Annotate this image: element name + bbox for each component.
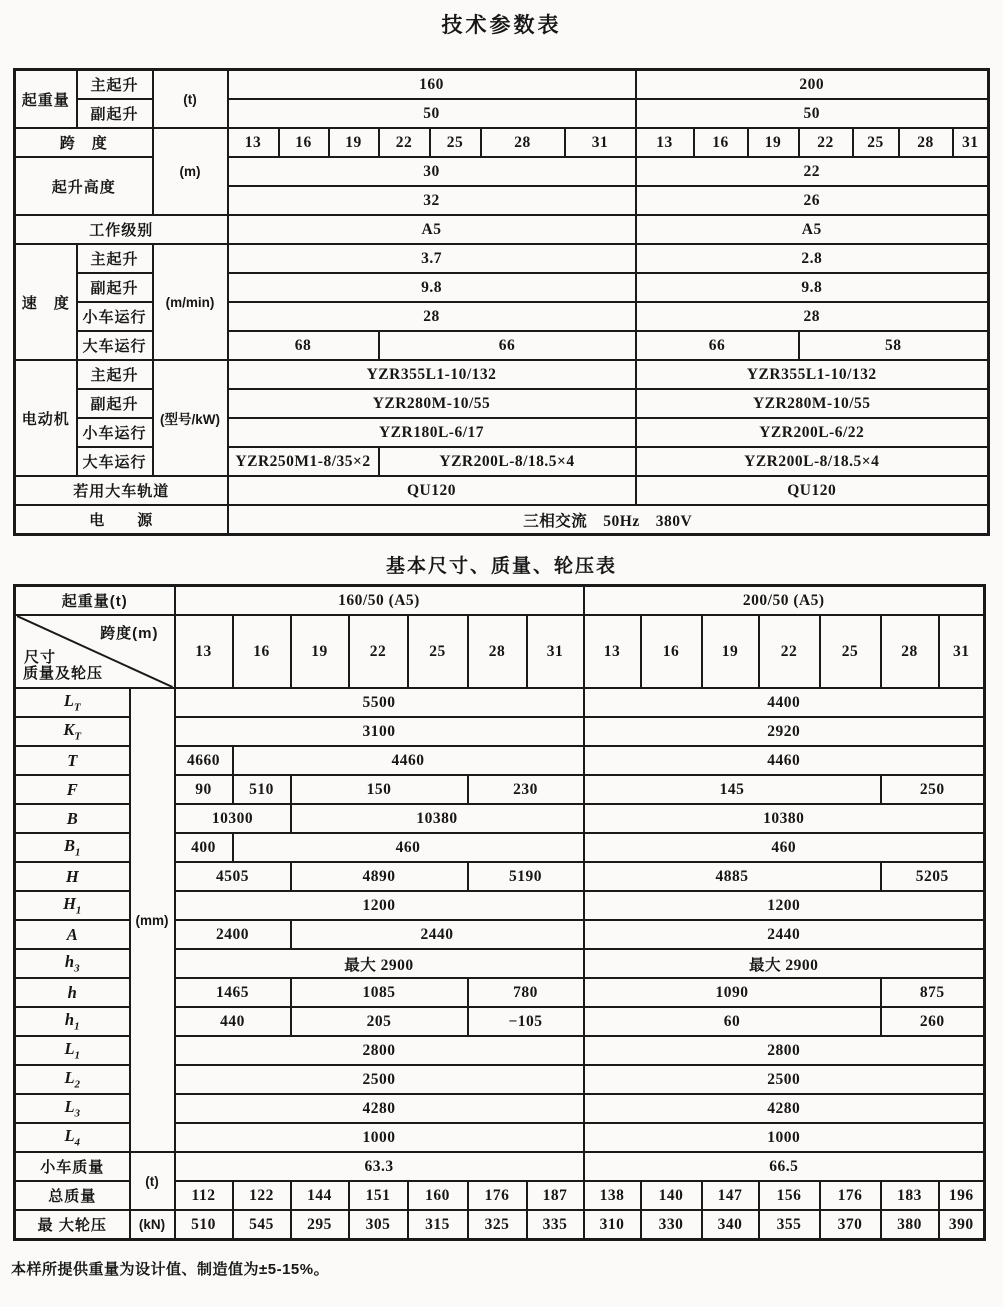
dim-LT <box>15 688 130 717</box>
value-cell: YZR200L-8/18.5×4 <box>379 447 636 476</box>
dimension-subscript: 3 <box>74 962 80 975</box>
dim-L3 <box>15 1094 130 1123</box>
value-cell: 1090 <box>584 978 881 1007</box>
value-cell: 4460 <box>233 746 584 775</box>
value-cell: 122 <box>233 1181 291 1210</box>
value-cell: 10300 <box>175 804 291 833</box>
value-cell: 28 <box>636 302 989 331</box>
value-cell: 196 <box>939 1181 985 1210</box>
value-cell: 31 <box>953 128 989 157</box>
dimension-symbol: L <box>64 1097 75 1117</box>
value-cell: 22 <box>636 157 989 186</box>
value-cell: 25 <box>820 615 881 688</box>
value-cell: 22 <box>349 615 408 688</box>
value-cell: 183 <box>881 1181 939 1210</box>
value-cell: 315 <box>408 1210 468 1240</box>
dimension-symbol: B <box>63 836 75 856</box>
value-cell: 9.8 <box>228 273 636 302</box>
value-cell: 19 <box>748 128 799 157</box>
value-cell: 22 <box>799 128 853 157</box>
value-cell: 4400 <box>584 688 985 717</box>
value-cell: 最大 2900 <box>175 949 584 978</box>
value-cell: 250 <box>881 775 985 804</box>
value-cell: 13 <box>228 128 279 157</box>
aux-hoist-label: 副起升 <box>77 389 153 418</box>
value-cell: 355 <box>759 1210 820 1240</box>
dimension-subscript: 1 <box>74 1049 81 1062</box>
unit-tonnes: (t) <box>130 1152 175 1210</box>
value-cell: 2800 <box>584 1036 985 1065</box>
dim-H1 <box>15 891 130 920</box>
value-cell: 25 <box>430 128 481 157</box>
unit-metres: (m) <box>153 128 228 215</box>
value-cell: 2.8 <box>636 244 989 273</box>
power-supply-value: 三相交流 50Hz 380V <box>228 505 989 535</box>
value-cell: 10380 <box>584 804 985 833</box>
dimension-subscript: 2 <box>74 1078 81 1091</box>
value-cell: 305 <box>349 1210 408 1240</box>
value-cell: 26 <box>636 186 989 215</box>
dimension-symbol: H <box>65 866 79 886</box>
value-cell: 4890 <box>291 862 468 891</box>
value-cell: 1000 <box>175 1123 584 1152</box>
table-row <box>15 215 989 244</box>
dimension-symbol: L <box>63 691 74 711</box>
footnote: 本样所提供重量为设计值、制造值为±5-15%。 <box>11 1261 330 1278</box>
unit-kn: (kN) <box>130 1210 175 1240</box>
main-capacity-160: 160 <box>228 70 636 100</box>
value-cell: 1200 <box>584 891 985 920</box>
value-cell: 28 <box>899 128 953 157</box>
value-cell: 2440 <box>291 920 584 949</box>
aux-hoist-label: 副起升 <box>77 273 153 302</box>
table-row <box>15 1210 985 1240</box>
dimension-symbol: T <box>67 750 78 770</box>
value-cell: 144 <box>291 1181 349 1210</box>
value-cell: 19 <box>329 128 379 157</box>
value-cell: 187 <box>527 1181 584 1210</box>
table2-title: 基本尺寸、质量、轮压表 <box>385 556 617 577</box>
value-cell: 4280 <box>584 1094 985 1123</box>
dim-H <box>15 862 130 891</box>
table-row <box>15 476 989 505</box>
value-cell: 510 <box>233 775 291 804</box>
value-cell: 160 <box>408 1181 468 1210</box>
value-cell: 13 <box>584 615 641 688</box>
value-cell: 25 <box>853 128 899 157</box>
value-cell: 60 <box>584 1007 881 1036</box>
value-cell: 16 <box>641 615 702 688</box>
value-cell: 138 <box>584 1181 641 1210</box>
value-cell: 19 <box>291 615 349 688</box>
value-cell: 32 <box>228 186 636 215</box>
dimension-symbol: L <box>64 1039 75 1059</box>
dimension-symbol: h <box>64 1010 75 1030</box>
value-cell: A5 <box>636 215 989 244</box>
value-cell: 10380 <box>291 804 584 833</box>
value-cell: 260 <box>881 1007 985 1036</box>
value-cell: 151 <box>349 1181 408 1210</box>
value-cell: 390 <box>939 1210 985 1240</box>
span-label: 跨 度 <box>15 128 153 157</box>
diagonal-header-cell <box>15 615 175 688</box>
value-cell: 2500 <box>175 1065 584 1094</box>
main-capacity-200: 200 <box>636 70 989 100</box>
value-cell: 4460 <box>584 746 985 775</box>
value-cell: 5205 <box>881 862 985 891</box>
unit-mm: (mm) <box>130 688 175 1152</box>
trolley-travel-label: 小车运行 <box>77 302 153 331</box>
speed-label: 速 度 <box>15 244 77 360</box>
aux-hoist-label: 副起升 <box>77 99 153 128</box>
main-hoist-label: 主起升 <box>77 360 153 389</box>
value-cell: 16 <box>694 128 748 157</box>
trolley-travel-label: 小车运行 <box>77 418 153 447</box>
value-cell: 25 <box>408 615 468 688</box>
value-cell: 4280 <box>175 1094 584 1123</box>
dimension-symbol: L <box>64 1126 75 1146</box>
dim-F <box>15 775 130 804</box>
dimension-subscript: 1 <box>75 846 81 859</box>
value-cell: 28 <box>228 302 636 331</box>
value-cell: YZR200L-6/22 <box>636 418 989 447</box>
dim-L4 <box>15 1123 130 1152</box>
dimension-subscript: 1 <box>75 904 82 917</box>
dimension-header: 尺寸 <box>24 649 57 666</box>
value-cell: 140 <box>641 1181 702 1210</box>
table-row <box>15 615 985 688</box>
value-cell: 2440 <box>584 920 985 949</box>
value-cell: 176 <box>468 1181 527 1210</box>
value-cell: 28 <box>481 128 565 157</box>
value-cell: 28 <box>468 615 527 688</box>
value-cell: YZR250M1-8/35×2 <box>228 447 379 476</box>
value-cell: 63.3 <box>175 1152 584 1181</box>
value-cell: 156 <box>759 1181 820 1210</box>
value-cell: 2800 <box>175 1036 584 1065</box>
value-cell: QU120 <box>228 476 636 505</box>
value-cell: 545 <box>233 1210 291 1240</box>
value-cell: 90 <box>175 775 233 804</box>
value-cell: 1000 <box>584 1123 985 1152</box>
value-cell: 4885 <box>584 862 881 891</box>
dimension-symbol: K <box>63 720 75 740</box>
value-cell: 1465 <box>175 978 291 1007</box>
value-cell: 31 <box>939 615 985 688</box>
dim-A <box>15 920 130 949</box>
unit-m-per-min: (m/min) <box>153 244 228 360</box>
dim-L1 <box>15 1036 130 1065</box>
value-cell: 335 <box>527 1210 584 1240</box>
value-cell: 66 <box>636 331 799 360</box>
table-row <box>15 360 989 389</box>
table-row <box>15 688 985 717</box>
value-cell: 50 <box>228 99 636 128</box>
unit-tonnes: (t) <box>153 70 228 129</box>
dimension-symbol: h <box>64 952 75 972</box>
value-cell: 2500 <box>584 1065 985 1094</box>
value-cell: 5500 <box>175 688 584 717</box>
unit-model-kw: (型号/kW) <box>153 360 228 476</box>
main-hoist-label: 主起升 <box>77 244 153 273</box>
value-cell: 780 <box>468 978 584 1007</box>
value-cell: 4660 <box>175 746 233 775</box>
value-cell: 2400 <box>175 920 291 949</box>
value-cell: 50 <box>636 99 989 128</box>
value-cell: 295 <box>291 1210 349 1240</box>
table-row <box>15 128 989 157</box>
table-row <box>15 244 989 273</box>
max-wheel-load-label: 最 大轮压 <box>15 1210 130 1240</box>
value-cell: 230 <box>468 775 584 804</box>
trolley-mass-label: 小车质量 <box>15 1152 130 1181</box>
technical-parameters-table <box>13 68 990 536</box>
value-cell: 68 <box>228 331 379 360</box>
dimensions-mass-wheelload-table <box>13 584 986 1241</box>
group-200-50-header: 200/50 (A5) <box>584 586 985 616</box>
value-cell: 330 <box>641 1210 702 1240</box>
value-cell: 66 <box>379 331 636 360</box>
span-m-header: 跨度(m) <box>100 625 159 642</box>
value-cell: 1200 <box>175 891 584 920</box>
value-cell: 440 <box>175 1007 291 1036</box>
value-cell: 875 <box>881 978 985 1007</box>
dimension-subscript: 1 <box>74 1020 80 1033</box>
value-cell: 4505 <box>175 862 291 891</box>
table-row <box>15 70 989 100</box>
diagonal-header <box>17 616 173 687</box>
value-cell: 460 <box>233 833 584 862</box>
dimension-subscript: T <box>74 730 82 743</box>
value-cell: 176 <box>820 1181 881 1210</box>
dimension-symbol: A <box>66 924 78 944</box>
dim-B1 <box>15 833 130 862</box>
duty-class-label: 工作级别 <box>15 215 228 244</box>
value-cell: 28 <box>881 615 939 688</box>
value-cell: 145 <box>584 775 881 804</box>
value-cell: 58 <box>799 331 989 360</box>
value-cell: QU120 <box>636 476 989 505</box>
table-row <box>15 1152 985 1181</box>
dim-T <box>15 746 130 775</box>
value-cell: YZR355L1-10/132 <box>228 360 636 389</box>
dimension-symbol: B <box>66 808 78 828</box>
value-cell: YZR180L-6/17 <box>228 418 636 447</box>
dimension-symbol: h <box>67 982 77 1002</box>
value-cell: 1085 <box>291 978 468 1007</box>
group-160-50-header: 160/50 (A5) <box>175 586 584 616</box>
value-cell: 460 <box>584 833 985 862</box>
dimension-symbol: L <box>64 1068 75 1088</box>
value-cell: 16 <box>233 615 291 688</box>
value-cell: 3100 <box>175 717 584 746</box>
value-cell: 370 <box>820 1210 881 1240</box>
value-cell: 112 <box>175 1181 233 1210</box>
value-cell: 9.8 <box>636 273 989 302</box>
value-cell: 22 <box>759 615 820 688</box>
value-cell: 30 <box>228 157 636 186</box>
value-cell: YZR280M-10/55 <box>228 389 636 418</box>
value-cell: 310 <box>584 1210 641 1240</box>
value-cell: YZR280M-10/55 <box>636 389 989 418</box>
dim-h1 <box>15 1007 130 1036</box>
value-cell: YZR200L-8/18.5×4 <box>636 447 989 476</box>
lifting-height-label: 起升高度 <box>15 157 153 215</box>
value-cell: 340 <box>702 1210 759 1240</box>
crane-travel-label: 大车运行 <box>77 331 153 360</box>
mass-wheelload-header: 质量及轮压 <box>23 665 104 682</box>
value-cell: A5 <box>228 215 636 244</box>
dim-L2 <box>15 1065 130 1094</box>
value-cell: 31 <box>565 128 636 157</box>
value-cell: 19 <box>702 615 759 688</box>
dim-h <box>15 978 130 1007</box>
value-cell: 150 <box>291 775 468 804</box>
value-cell: 13 <box>636 128 694 157</box>
table-row <box>15 586 985 616</box>
value-cell: 380 <box>881 1210 939 1240</box>
value-cell: 205 <box>291 1007 468 1036</box>
dimension-subscript: 4 <box>74 1136 81 1149</box>
value-cell: 13 <box>175 615 233 688</box>
motor-label: 电动机 <box>15 360 77 476</box>
value-cell: 5190 <box>468 862 584 891</box>
main-hoist-label: 主起升 <box>77 70 153 100</box>
dimension-symbol: H <box>63 894 76 914</box>
dimension-subscript: 3 <box>74 1107 81 1120</box>
table-row <box>15 505 989 535</box>
value-cell: 2920 <box>584 717 985 746</box>
dimension-symbol: F <box>66 779 78 799</box>
value-cell: 3.7 <box>228 244 636 273</box>
lifting-capacity-label: 起重量 <box>15 70 77 129</box>
power-supply-label: 电 源 <box>15 505 228 535</box>
dimension-subscript: T <box>73 701 81 714</box>
value-cell: 最大 2900 <box>584 949 985 978</box>
crane-travel-label: 大车运行 <box>77 447 153 476</box>
capacity-header: 起重量(t) <box>15 586 175 616</box>
value-cell: 510 <box>175 1210 233 1240</box>
value-cell: YZR355L1-10/132 <box>636 360 989 389</box>
value-cell: 22 <box>379 128 430 157</box>
value-cell: −105 <box>468 1007 584 1036</box>
value-cell: 66.5 <box>584 1152 985 1181</box>
value-cell: 147 <box>702 1181 759 1210</box>
crane-rail-label: 若用大车轨道 <box>15 476 228 505</box>
value-cell: 31 <box>527 615 584 688</box>
table1-title: 技术参数表 <box>441 14 562 37</box>
value-cell: 400 <box>175 833 233 862</box>
dim-B <box>15 804 130 833</box>
total-mass-label: 总质量 <box>15 1181 130 1210</box>
dim-KT <box>15 717 130 746</box>
dim-h3 <box>15 949 130 978</box>
value-cell: 325 <box>468 1210 527 1240</box>
value-cell: 16 <box>279 128 329 157</box>
